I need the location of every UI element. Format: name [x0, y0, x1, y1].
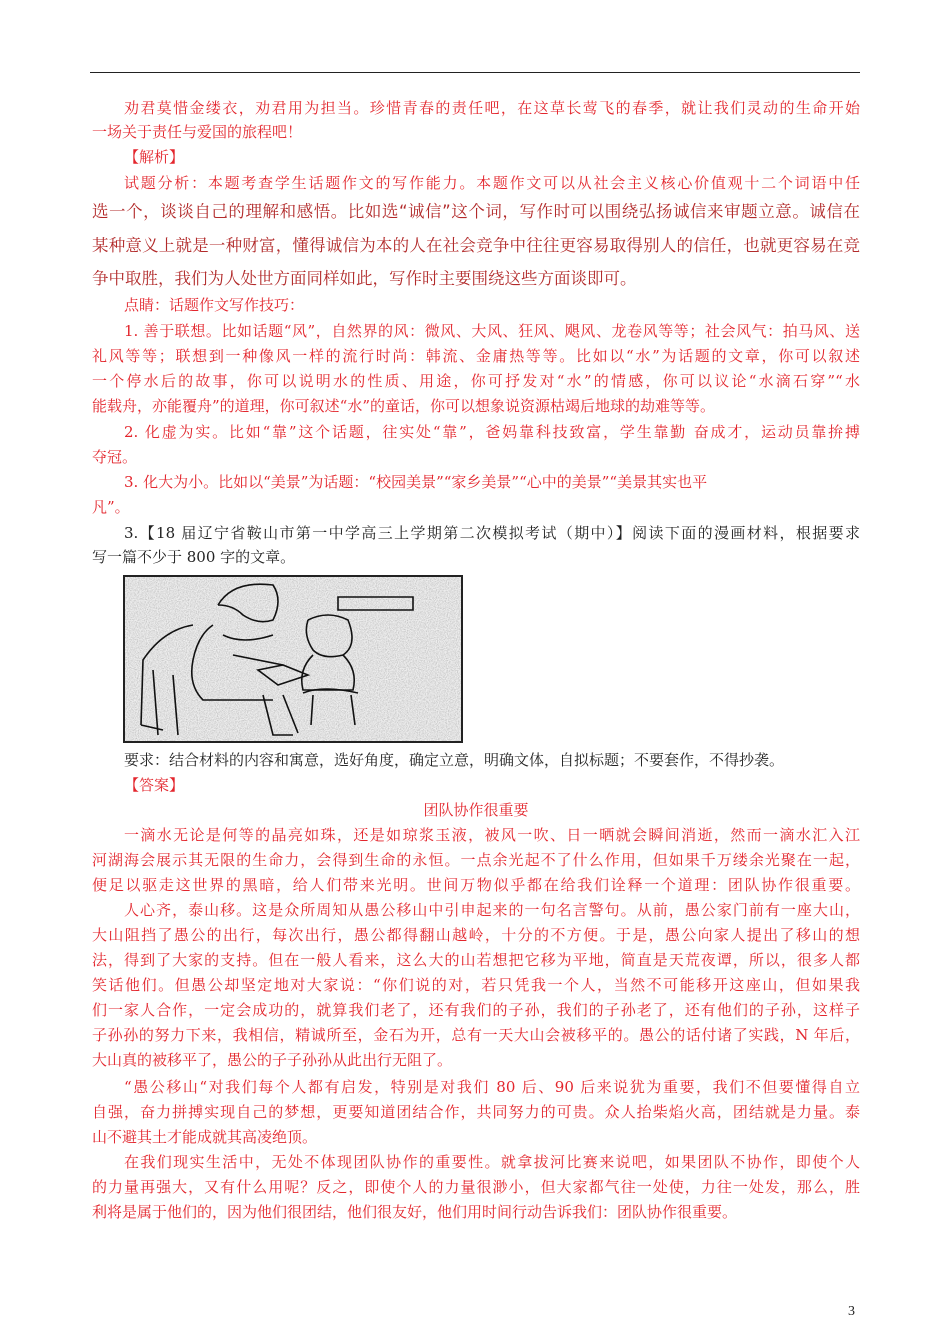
essay-title: 团队协作很重要	[423, 801, 529, 819]
text-line: 3. 化大为小。比如以“美景”为话题：“校园美景”“家乡美景”“心中的美景”“美景其实也平	[124, 473, 708, 491]
text-line: 子孙孙的努力下来，我相信，精诚所至，金石为开，总有一天大山会被移平的。愚公的话付诸了实践，N 年后，	[92, 1026, 860, 1044]
comic-illustration	[123, 575, 463, 743]
text-line: 某种意义上就是一种财富，懂得诚信为本的人在社会竞争中往往更容易取得别人的信任，也就更容易在竞	[92, 236, 860, 255]
section-label: 【解析】	[124, 148, 185, 166]
text-line: 利将是属于他们的，因为他们很团结，他们很友好，他们用时间行动告诉我们：团队协作很重要。	[92, 1203, 738, 1221]
text-line: 试题分析：本题考查学生话题作文的写作能力。本题作文可以从社会主义核心价值观十二个词语中任	[124, 174, 860, 192]
text-line: 选一个，谈谈自己的理解和感悟。比如选“诚信”这个词，写作时可以围绕弘扬诚信来审题立意。诚信在	[92, 202, 860, 221]
text-line: 争中取胜，我们为人处世方面同样如此，写作时主要围绕这些方面谈即可。	[92, 269, 637, 288]
text-line: 河湖海会展示其无限的生命力，会得到生命的永恒。一点余光起不了什么作用，但如果千万缕余光聚在一起，	[92, 851, 860, 869]
text-line: 凡”。	[92, 498, 130, 516]
text-line: 山不避其土才能成就其高凌绝顶。	[92, 1128, 318, 1146]
text-line: 大山阻挡了愚公的出行，每次出行，愚公都得翻山越岭，十分的不方便。于是，愚公向家人提出了移山的想	[92, 926, 860, 944]
text-line: 劝君莫惜金缕衣，劝君用为担当。珍惜青春的责任吧，在这草长莺飞的春季，就让我们灵动的生命开始	[124, 99, 860, 117]
text-line: 在我们现实生活中，无处不体现团队协作的重要性。就拿拔河比赛来说吧，如果团队不协作，即使个人	[124, 1153, 860, 1171]
text-line: 3.【18 届辽宁省鞍山市第一中学高三上学期第二次模拟考试（期中）】阅读下面的漫画材料，根据要求	[124, 524, 860, 542]
text-line: 能载舟，亦能覆舟”的道理，你可叙述“水”的童话，你可以想象说资源枯竭后地球的劫难等等。	[92, 397, 716, 415]
text-line: 一场关于责任与爱国的旅程吧！	[92, 123, 303, 141]
section-label: 【答案】	[124, 776, 185, 794]
text-line: 法，得到了大家的支持。但在一般人看来，这么大的山若想把它移为平地，简直是天荒夜谭，所以，很多人都	[92, 951, 860, 969]
text-line: 人心齐，泰山移。这是众所周知从愚公移山中引申起来的一句名言警句。从前，愚公家门前有一座大山，	[124, 901, 860, 919]
text-line: 点睛：话题作文写作技巧：	[124, 296, 305, 314]
text-line: 笑话他们。但愚公却坚定地对大家说：“你们说的对，若只凭我一个人，当然不可能移开这座山，但如果我	[92, 976, 860, 994]
text-line: 的力量再强大，又有什么用呢？反之，即使个人的力量很渺小，但大家都气往一处使，力往一处发，那么，胜	[92, 1178, 860, 1196]
text-line: 2. 化虚为实。比如“靠”这个话题，往实处“靠”，爸妈靠科技致富，学生靠勤 奋成才，运动员靠拚搏	[124, 423, 860, 441]
text-line: 夺冠。	[92, 448, 138, 466]
text-line: “愚公移山“对我们每个人都有启发，特别是对我们 80 后、90 后来说犹为重要，我们不但要懂得自立	[124, 1078, 860, 1096]
text-line: 便足以驱走这世界的黑暗，给人们带来光明。世间万物似乎都在给我们诠释一个道理：团队协作很重要。	[92, 876, 860, 894]
header-rule	[90, 72, 860, 73]
text-line: 一滴水无论是何等的晶亮如珠，还是如琼浆玉液，被风一吹、日一晒就会瞬间消逝，然而一滴水汇入江	[124, 826, 860, 844]
text-line: 1. 善于联想。比如话题“风”，自然界的风：微风、大风、狂风、飓风、龙卷风等等；社会风气：拍马风、送	[124, 322, 860, 340]
text-line: 自强，奋力拼搏实现自己的梦想，更要知道团结合作，共同努力的可贵。众人抬柴焰火高，团结就是力量。泰	[92, 1103, 860, 1121]
text-line: 写一篇不少于 800 字的文章。	[92, 548, 296, 566]
text-line: 一个停水后的故事，你可以说明水的性质、用途，你可抒发对“水”的情感，你可以议论“水滴石穿”“水	[92, 372, 860, 390]
text-line: 礼风等等；联想到一种像风一样的流行时尚：韩流、金庸热等等。比如以“水”为话题的文章，你可以叙述	[92, 347, 860, 365]
page-number: 3	[848, 1304, 855, 1319]
text-line: 大山真的被移平了，愚公的子子孙孙从此出行无阻了。	[92, 1051, 453, 1069]
text-line: 们一家人合作，一定会成功的，就算我们老了，还有我们的子孙，我们的子孙老了，还有他们的子孙，这样子	[92, 1001, 860, 1019]
text-line: 要求：结合材料的内容和寓意，选好角度，确定立意，明确文体，自拟标题；不要套作，不得抄袭。	[124, 751, 785, 769]
